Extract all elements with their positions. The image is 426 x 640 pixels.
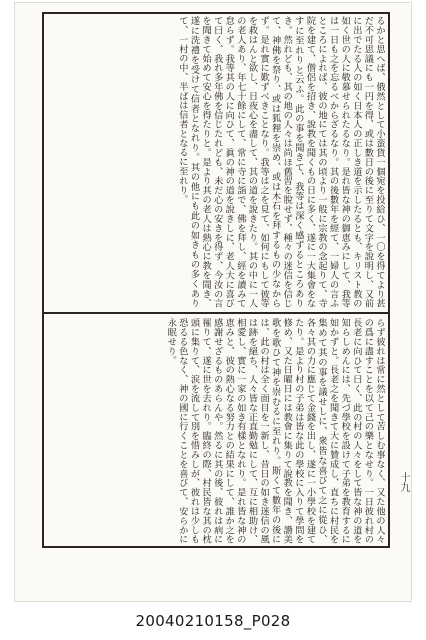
scanned-page	[14, 2, 412, 602]
lower-text-block: らず彼れは常に然として苦しむ事なく、又た他の人々の爲に盡すことを以て己の樂となせり。一日彼れ村の長老に向ひて曰く、此の村の人々をして皆な神の道を知らしめんには、先づ學校を設けて子弟を教育するに如かずと。長老之を聞きて大に贊成し、直ちに村民を集めて其の事を議せしに、衆皆な喜びて之に從ひ、各々其の力に應じて金錢を出し、遂に一小學校を建てたり。是より村の子弟は皆な此の學校に入りて學問を修め、又た日曜日には教會に集りて說教を聞き、讚美歌を歌ひて神を崇むるに至れり。斯くて數年の後には、此の村は全く面目を一新し、昔日の如き迷信の風は跡を絕ち、人々皆な正直勤勉にして、互に相助け、相愛し、實に一家の如き有樣となれり。是れ皆な神の恵みと、彼の熱心なる努力との結果にして、誰か之を感謝せざるものあらんや。然るに其の後、彼れは病に罹りて、遂に世を去れり。臨終の際、村民皆な其の枕頭に集りて、涙を流して別を惜みしが、彼れは少しも恐るる色なく、神の國に行くことを喜びて、安らかに永眠せり。	[165, 318, 385, 544]
page-number: 十九	[398, 472, 409, 492]
section-divider-rule	[44, 312, 388, 314]
image-id-label: 20040210158_P028	[135, 612, 291, 630]
upper-text-block: るかと思へば、俄然として小蛮貨一個宛を投給ひ、一〇を得てより甚だ不可思議にも一円を得、或は數日の後に至りて文字を說明し、又前に出でたる人の如く日本人の正しき道を示したるとも、キリスト教の如く世の人に敬慕せられたるなり。是れ皆な神の御恵みにして、我等は一日も之を忘るべからざるなり。其の後數年を經て、一婦人の言ふところによれば、彼の地にては其の頃より一般に宗教の念起りて、寺院を建て、僧侶を招き、說教を聞くもの日に多く、遂に一大集會をなすに至れりと云ふ。此の事を聞きて、我等は深く感ずるところありき。然れども、其の地の人々は尚ほ舊習を脫せず、種々の迷信を信じて、神佛を祭り、或は狐狸を崇め、或は木石を拜するもの少なからず。是れ實に歎ずべきことなり。我等は之を見て、如何にもして彼等を救はんと欲し、日夜心を盡して、其の道を說きたり。其の中に一人の老人あり、年七十餘にして、常に寺に詣で、佛を拜し、經を讀みて怠らず。我等其の人に向ひて、眞の神の道を說きしに、老人大に喜びて曰く、我れ多年佛を信じたれども、未だ心の安きを得ず、今汝の言を聞きて始めて安心を得たりと。是より其の老人は熱心に教を聞き、遂に洗禮を受けて信者となれり。其の他にも此の如きもの多くありて、一村の中、半ばは信者となるに至れり。	[176, 16, 385, 308]
